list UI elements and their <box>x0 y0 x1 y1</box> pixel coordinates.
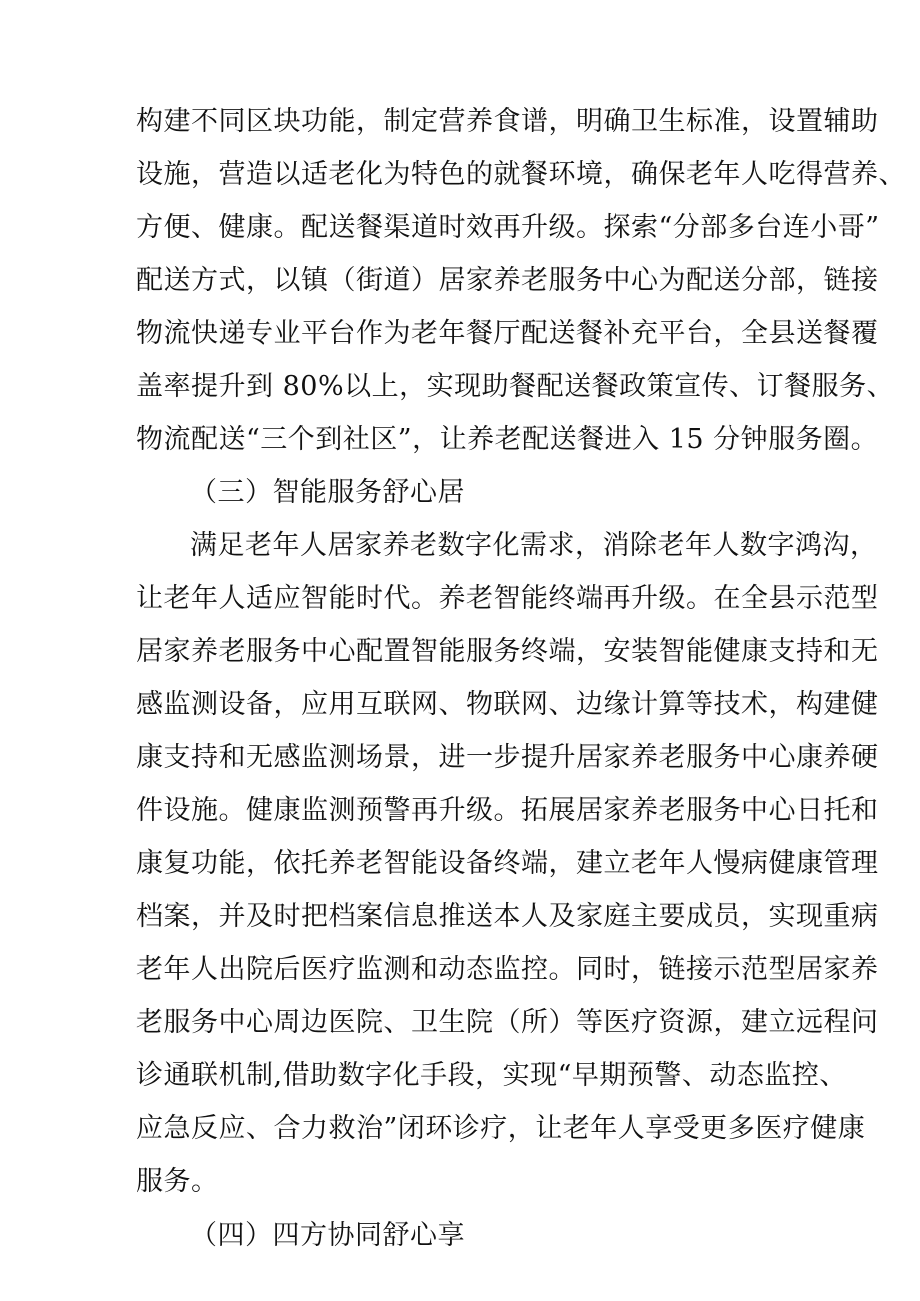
paragraph-line: 方便、健康。配送餐渠道时效再升级。探索“分部多台连小哥” <box>136 212 880 243</box>
paragraph-line: 感监测设备，应用互联网、物联网、边缘计算等技术，构建健 <box>136 689 879 720</box>
paragraph-line: 档案，并及时把档案信息推送本人及家庭主要成员，实现重病 <box>136 901 879 932</box>
paragraph-line: 服务。 <box>136 1166 219 1197</box>
paragraph-line: 设施，营造以适老化为特色的就餐环境，确保老年人吃得营养、 <box>136 159 906 190</box>
paragraph-line: 件设施。健康监测预警再升级。拓展居家养老服务中心日托和 <box>136 795 879 826</box>
paragraph-line: 康支持和无感监测场景，进一步提升居家养老服务中心康养硬 <box>136 742 879 773</box>
paragraph-line: 老服务中心周边医院、卫生院（所）等医疗资源，建立远程问 <box>136 1007 879 1038</box>
paragraph-line: 配送方式，以镇（街道）居家养老服务中心为配送分部，链接 <box>136 265 879 296</box>
paragraph-line: 构建不同区块功能，制定营养食谱，明确卫生标准，设置辅助 <box>136 106 879 137</box>
section-heading-3: （三）智能服务舒心居 <box>190 477 465 508</box>
paragraph-line: 康复功能，依托养老智能设备终端，建立老年人慢病健康管理 <box>136 848 879 879</box>
paragraph-line: 诊通联机制,借助数字化手段，实现“早期预警、动态监控、 <box>136 1060 847 1091</box>
paragraph-line: 满足老年人居家养老数字化需求，消除老年人数字鸿沟， <box>190 530 878 561</box>
paragraph-line: 物流配送“三个到社区”，让养老配送餐进入 15 分钟服务圈。 <box>136 424 879 455</box>
paragraph-line: 居家养老服务中心配置智能服务终端，安装智能健康支持和无 <box>136 636 879 667</box>
paragraph-line: 老年人出院后医疗监测和动态监控。同时，链接示范型居家养 <box>136 954 879 985</box>
paragraph-line: 应急反应、合力救治”闭环诊疗，让老年人享受更多医疗健康 <box>136 1113 866 1144</box>
paragraph-line: 让老年人适应智能时代。养老智能终端再升级。在全县示范型 <box>136 583 879 614</box>
section-heading-4: （四）四方协同舒心享 <box>190 1220 465 1251</box>
paragraph-line: 物流快递专业平台作为老年餐厅配送餐补充平台，全县送餐覆 <box>136 318 879 349</box>
paragraph-line: 盖率提升到 80%以上，实现助餐配送餐政策宣传、订餐服务、 <box>136 371 895 402</box>
